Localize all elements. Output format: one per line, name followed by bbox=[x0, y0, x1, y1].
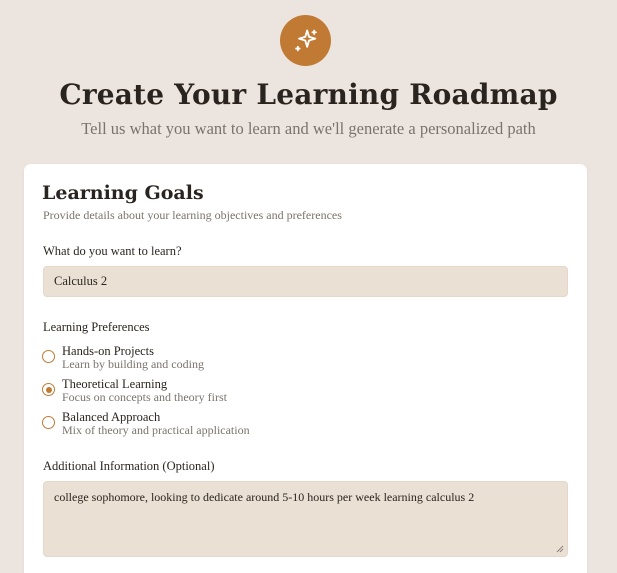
option-subtitle: Learn by building and coding bbox=[62, 357, 204, 371]
card-description: Provide details about your learning objectives and preferences bbox=[43, 208, 342, 222]
preference-option-balanced[interactable] bbox=[42, 410, 250, 437]
learning-goals-card bbox=[24, 164, 587, 573]
card-title: Learning Goals bbox=[42, 182, 204, 204]
resize-handle-icon[interactable] bbox=[556, 545, 564, 553]
option-title: Hands-on Projects bbox=[62, 344, 154, 358]
additional-info-label: Additional Information (Optional) bbox=[43, 459, 215, 473]
sparkles-icon bbox=[292, 27, 320, 55]
additional-info-text: college sophomore, looking to dedicate around 5-10 hours per week learning calculus 2 bbox=[54, 490, 475, 504]
radio-balanced[interactable] bbox=[42, 416, 55, 429]
radio-theoretical[interactable] bbox=[42, 383, 55, 396]
topic-input[interactable]: Calculus 2 bbox=[43, 266, 568, 297]
option-title: Theoretical Learning bbox=[62, 377, 168, 391]
page-title: Create Your Learning Roadmap bbox=[59, 78, 558, 111]
option-subtitle: Mix of theory and practical application bbox=[62, 423, 250, 437]
topic-label: What do you want to learn? bbox=[43, 244, 182, 258]
preferences-label: Learning Preferences bbox=[43, 320, 150, 334]
additional-info-textarea[interactable] bbox=[43, 481, 568, 557]
page-subtitle: Tell us what you want to learn and we'll generate a personalized path bbox=[81, 119, 536, 138]
logo-badge bbox=[280, 15, 331, 66]
option-title: Balanced Approach bbox=[62, 410, 161, 424]
option-subtitle: Focus on concepts and theory first bbox=[62, 390, 227, 404]
preference-option-hands-on[interactable] bbox=[42, 344, 204, 371]
preference-option-theoretical[interactable] bbox=[42, 377, 227, 404]
radio-hands-on[interactable] bbox=[42, 350, 55, 363]
